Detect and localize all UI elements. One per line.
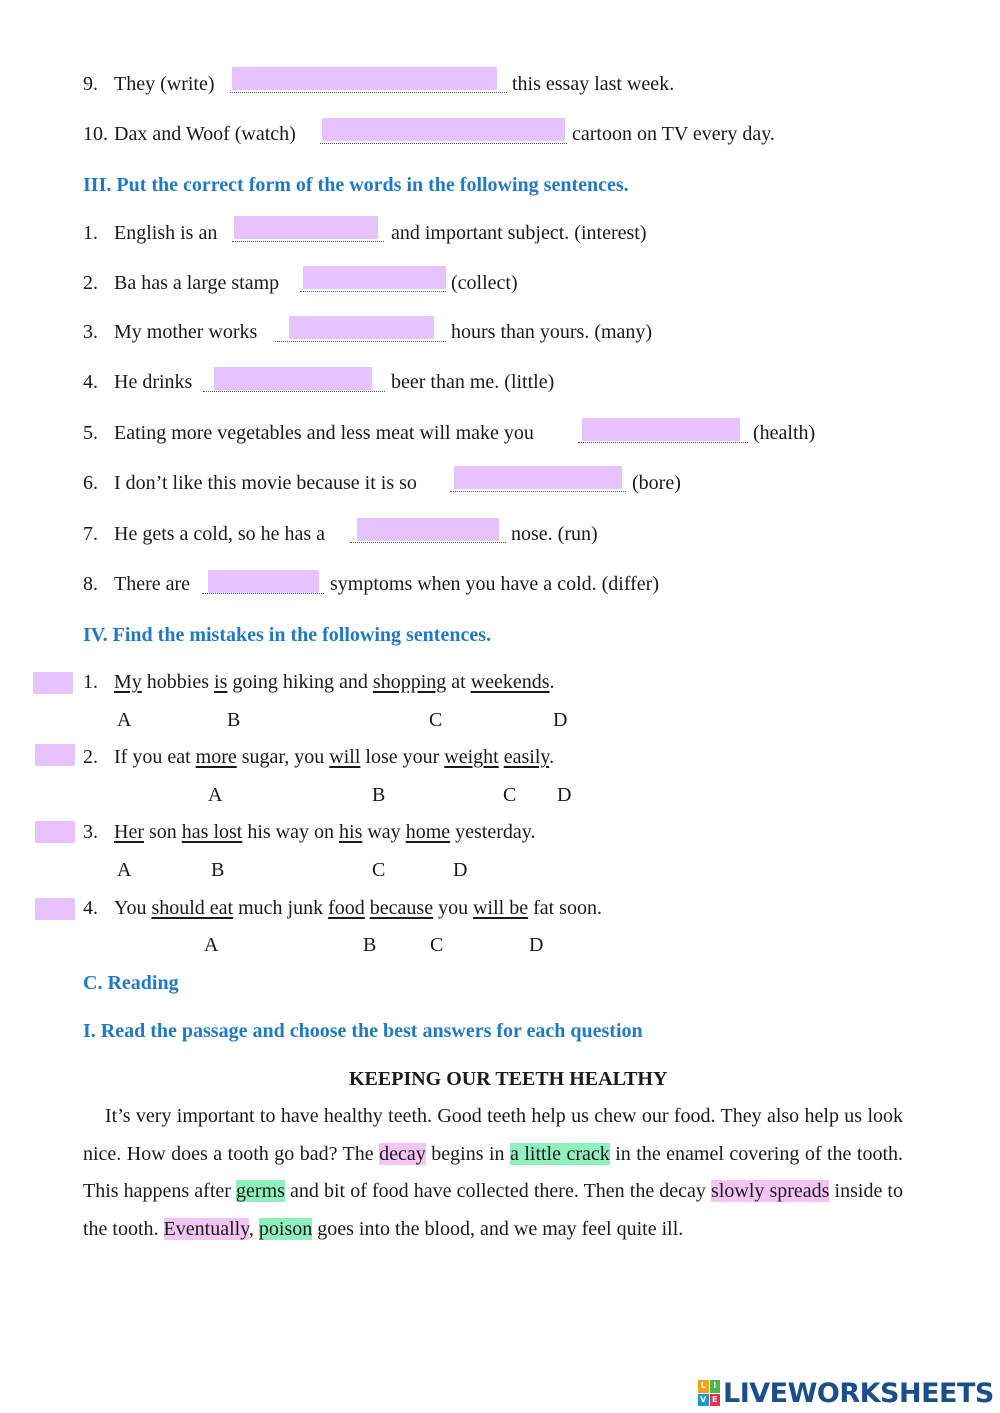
option-b-letter: B: [227, 709, 241, 731]
passage-text: begins in: [425, 1142, 510, 1165]
highlight-word[interactable]: Eventually: [163, 1217, 249, 1240]
option-d-underline: easily: [503, 746, 550, 768]
option-c-underline: shopping: [372, 671, 447, 693]
answer-line: [232, 241, 384, 242]
option-b-letter: B: [372, 784, 386, 806]
option-d-letter: D: [557, 784, 572, 806]
option-c-letter: C: [372, 859, 386, 881]
answer-box[interactable]: [357, 518, 499, 541]
option-a-underline: My: [114, 671, 142, 693]
option-b-underline: food: [328, 897, 365, 919]
option-d-underline: weekends: [470, 671, 550, 693]
answer-line: [230, 92, 507, 93]
sentence-prefix: Ba has a large stamp: [114, 272, 280, 294]
answer-line: [320, 143, 567, 144]
sentence-text: going hiking and: [227, 671, 373, 693]
sentence-suffix: (collect): [451, 272, 518, 294]
sentence-suffix: symptoms when you have a cold. (differ): [330, 573, 659, 595]
answer-box[interactable]: [303, 266, 446, 289]
item-number: 2.: [83, 272, 98, 294]
answer-box[interactable]: [35, 821, 75, 843]
item-number: 4.: [83, 897, 98, 919]
option-c-underline: because: [369, 897, 434, 919]
section-heading: I. Read the passage and choose the best answers for each question: [83, 1020, 643, 1042]
item-number: 3.: [83, 821, 98, 843]
item-number: 2.: [83, 746, 98, 768]
answer-box[interactable]: [582, 418, 740, 441]
option-a-letter: A: [117, 709, 132, 731]
option-a-letter: A: [208, 784, 223, 806]
section-heading: III. Put the correct form of the words in the following sentences.: [83, 174, 629, 196]
passage-text: inside to the tooth.: [83, 1180, 903, 1240]
sentence-text: If you eat: [114, 746, 196, 768]
sentence-text: .: [549, 671, 555, 693]
item-number: 5.: [83, 422, 98, 444]
option-c-underline: his: [339, 821, 363, 843]
option-a-letter: A: [117, 859, 132, 881]
option-c-letter: C: [503, 784, 517, 806]
sentence-prefix: I don’t like this movie because it is so: [114, 472, 417, 494]
sentence-prefix: Dax and Woof (watch): [114, 123, 296, 145]
sentence-prefix: English is an: [114, 222, 218, 244]
error-sentence: [114, 820, 535, 844]
sentence-prefix: There are: [114, 573, 191, 595]
answer-box[interactable]: [289, 316, 434, 339]
answer-box[interactable]: [234, 216, 378, 239]
error-sentence: [114, 745, 554, 769]
sentence-text: lose your: [360, 746, 445, 768]
option-d-underline: home: [405, 821, 451, 843]
passage-title: KEEPING OUR TEETH HEALTHY: [349, 1068, 668, 1090]
answer-line: [450, 491, 626, 492]
passage-body: [83, 1098, 903, 1248]
answer-box[interactable]: [214, 367, 372, 390]
answer-box[interactable]: [35, 898, 75, 920]
passage-text: ,: [248, 1217, 259, 1240]
error-sentence: [114, 896, 602, 920]
highlight-word[interactable]: slowly spreads: [711, 1180, 830, 1202]
passage-text: It’s very important to have healthy teeth. Good teeth help us chew our food. They also help us look nice. How does a tooth go bad? The: [83, 1105, 903, 1165]
option-a-letter: A: [204, 934, 219, 956]
sentence-text: sugar, you: [236, 746, 330, 768]
item-number: 8.: [83, 573, 98, 595]
sentence-suffix: beer than me. (little): [391, 371, 555, 393]
answer-box[interactable]: [33, 672, 73, 694]
answer-box[interactable]: [208, 570, 319, 593]
option-b-underline: is: [214, 671, 228, 693]
option-c-underline: weight: [444, 746, 499, 768]
option-c-letter: C: [430, 934, 444, 956]
answer-line: [300, 291, 446, 292]
sentence-text: son: [143, 821, 182, 843]
answer-box[interactable]: [35, 744, 75, 766]
sentence-prefix: He gets a cold, so he has a: [114, 523, 326, 545]
sentence-suffix: cartoon on TV every day.: [572, 123, 775, 145]
sentence-text: at: [446, 671, 471, 693]
sentence-suffix: nose. (run): [511, 523, 598, 545]
answer-line: [350, 542, 506, 543]
item-number: 6.: [83, 472, 98, 494]
item-number: 1.: [83, 671, 98, 693]
error-sentence: [114, 670, 555, 694]
option-c-letter: C: [429, 709, 443, 731]
option-b-underline: has lost: [181, 821, 243, 843]
option-b-letter: B: [363, 934, 377, 956]
logo-icon: L I V E: [698, 1380, 720, 1406]
item-number: 4.: [83, 371, 98, 393]
answer-box[interactable]: [454, 466, 622, 489]
sentence-prefix: They (write): [114, 73, 215, 95]
sentence-text: much junk: [233, 897, 329, 919]
sentence-text: you: [433, 897, 474, 919]
sentence-text: way: [362, 821, 406, 843]
sentence-text: You: [114, 897, 152, 919]
liveworksheets-logo: [698, 1378, 994, 1408]
passage-text: in the enamel covering of the tooth. This happens after: [83, 1142, 903, 1202]
sentence-text: fat soon.: [528, 897, 602, 919]
answer-line: [275, 341, 446, 342]
passage-text: and bit of food have collected there. Then the decay: [284, 1180, 712, 1202]
option-a-underline: more: [195, 746, 237, 768]
sentence-prefix: He drinks: [114, 371, 193, 393]
answer-line: [202, 593, 324, 594]
sentence-suffix: (health): [753, 422, 816, 444]
answer-box[interactable]: [322, 118, 565, 141]
highlight-word[interactable]: a little crack: [509, 1142, 610, 1165]
answer-line: [203, 391, 385, 392]
section-heading: IV. Find the mistakes in the following sentences.: [83, 624, 491, 646]
item-number: 1.: [83, 222, 98, 244]
sentence-suffix: this essay last week.: [512, 73, 675, 95]
sentence-suffix: (bore): [632, 472, 681, 494]
sentence-text: .: [549, 746, 555, 768]
sentence-text: his way on: [242, 821, 340, 843]
item-number: 9.: [83, 73, 98, 95]
highlight-word[interactable]: poison: [258, 1217, 313, 1240]
section-heading: C. Reading: [83, 972, 179, 994]
item-number: 10.: [83, 123, 108, 145]
sentence-prefix: My mother works: [114, 321, 258, 343]
logo-text: LIVEWORKSHEETS: [723, 1377, 994, 1409]
item-number: 7.: [83, 523, 98, 545]
sentence-suffix: and important subject. (interest): [391, 222, 647, 244]
option-d-letter: D: [529, 934, 544, 956]
option-d-letter: D: [453, 859, 468, 881]
option-d-underline: will be: [473, 897, 529, 919]
highlight-word[interactable]: decay: [379, 1142, 426, 1165]
answer-box[interactable]: [232, 67, 497, 90]
sentence-text: yesterday.: [450, 821, 536, 843]
sentence-prefix: Eating more vegetables and less meat will make you: [114, 422, 534, 444]
option-b-letter: B: [211, 859, 225, 881]
highlight-word[interactable]: germs: [236, 1180, 285, 1202]
option-d-letter: D: [553, 709, 568, 731]
option-a-underline: Her: [114, 821, 144, 843]
option-a-underline: should eat: [151, 897, 234, 919]
sentence-text: hobbies: [141, 671, 215, 693]
passage-text: goes into the blood, and we may feel quite ill.: [312, 1217, 684, 1240]
answer-line: [578, 442, 748, 443]
sentence-suffix: hours than yours. (many): [451, 321, 653, 343]
option-b-underline: will: [329, 746, 361, 768]
item-number: 3.: [83, 321, 98, 343]
